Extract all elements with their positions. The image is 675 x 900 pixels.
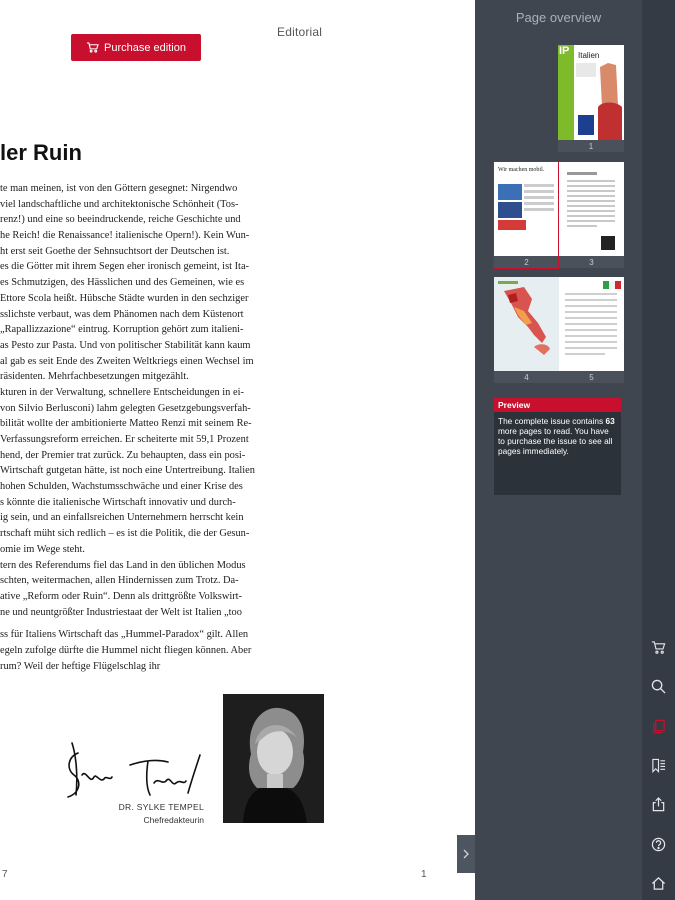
thumbnail-page-5[interactable] — [559, 277, 624, 371]
share-button[interactable] — [642, 791, 675, 817]
reader-toolbar — [642, 0, 675, 900]
article-title: ler Ruin — [0, 140, 82, 165]
share-icon — [651, 797, 666, 812]
help-button[interactable] — [642, 831, 675, 857]
home-icon — [651, 876, 666, 891]
thumbnail-label: 2 — [524, 258, 529, 267]
page-number-right: 1 — [421, 869, 427, 880]
remaining-page-count: 63 — [605, 416, 615, 426]
body-line — [0, 620, 326, 627]
body-line: te man meinen, ist von den Göttern gesegnet: Nirgendwo — [0, 183, 238, 194]
thumbnail-page-2[interactable] — [494, 162, 559, 256]
thumbnail-page-4[interactable] — [494, 277, 559, 371]
cart-button[interactable] — [642, 634, 675, 660]
body-line: ative „Reform oder Ruin“. Denn als drittgrößte Volkswirt- — [0, 590, 243, 602]
bookmarks-button[interactable] — [642, 752, 675, 778]
body-line: hohen Schulden, Wachstumsschwäche und einer Krise des — [0, 481, 243, 493]
body-line: es Schmutzigen, des Hässlichen und des Gemeinen, wie es — [0, 277, 245, 289]
body-line: ig sein, und an einfallsreichen Unternehmern herrscht kein — [0, 512, 244, 524]
thumbnail-page-1[interactable] — [558, 45, 624, 140]
preview-heading: Preview — [494, 398, 621, 412]
collapse-panel-toggle[interactable] — [457, 835, 475, 873]
cover-title: Italien — [578, 51, 600, 60]
spread-headline: Wir machen mobil. — [498, 167, 545, 173]
thumbnail-label: 4 — [524, 373, 529, 382]
article-body — [0, 181, 326, 674]
preview-info-box — [494, 398, 621, 495]
body-line: räsidenten. Mehrfachbesetzungen mitgezählt. — [0, 371, 189, 383]
body-line: bilität wollte der ambitionierte Matteo Renzi mit seinem Re- — [0, 418, 252, 430]
pages-icon — [651, 719, 666, 734]
cart-icon — [86, 42, 99, 53]
cart-icon — [651, 640, 666, 655]
bookmarks-icon — [651, 758, 666, 773]
body-line: ss für Italiens Wirtschaft das „Hummel-Paradox“ gilt. Allen — [0, 629, 249, 641]
body-line: s könnte die italienische Wirtschaft innovativ und durch- — [0, 496, 236, 508]
body-line: kturen in der Verwaltung, schnellere Entscheidungen in ei- — [0, 386, 244, 398]
body-line: Verfassungsreform erreichen. Er scheiterte mit 59,1 Prozent — [0, 434, 249, 445]
body-line: tern des Referendums fiel das Land in den üblichen Modus — [0, 559, 246, 571]
body-line: rum? Weil der heftige Flügelschlag ihr — [0, 660, 161, 672]
page-overview-title: Page overview — [515, 10, 602, 25]
body-line: es die Götter mit ihrem Segen eher ironisch gemeint, ist Ita- — [0, 261, 250, 273]
chevron-right-icon — [462, 848, 470, 860]
body-line: Ettore Scola heißt. Hübsche Städte wurden in den sechziger — [0, 292, 249, 304]
page-number-left: 7 — [2, 869, 8, 880]
body-line: al gab es seit Ende des Zweiten Weltkriegs einen Wechsel im — [0, 355, 254, 367]
body-line: omie im Wege steht. — [0, 543, 85, 555]
help-icon — [651, 837, 666, 852]
body-line: ne und neuntgrößter Industriestaat der Welt ist Italien „too — [0, 606, 242, 618]
body-line: rtschaft müht sich redlich – es ist die Politik, die der Gesun- — [0, 528, 250, 540]
search-icon — [651, 679, 666, 694]
body-line: hend, der Premier trat zurück. Zu behaupten, dass ein posi- — [0, 449, 246, 461]
signature-name: DR. SYLKE TEMPEL — [118, 802, 204, 812]
signature-image — [60, 735, 210, 805]
section-label: Editorial — [277, 25, 323, 39]
purchase-edition-label: Purchase edition — [104, 41, 186, 54]
home-button[interactable] — [642, 870, 675, 896]
author-portrait — [223, 694, 324, 823]
body-line: von Silvio Berlusconi) lahm gelegten Gesetzgebungsverfah- — [0, 402, 251, 414]
body-line: viel landschaftliche und architektonische Schönheit (Tos- — [0, 198, 239, 210]
thumbnail-page-3[interactable] — [559, 162, 624, 256]
body-line: renz!) und eine so beeindruckende, reiche Geschichte und — [0, 214, 241, 226]
body-line: sslichste verbaut, was dem Phänomen nach dem Küstenort — [0, 308, 244, 320]
preview-text: The complete issue contains 63 more pages to read. You have to purchase the issue to see all pages immediately. — [498, 416, 615, 456]
search-button[interactable] — [642, 673, 675, 699]
body-line: schten, weitermachen, allen Hindernissen zum Trotz. Da- — [0, 575, 239, 587]
page-overview-panel — [475, 0, 642, 900]
body-line: Wirtschaft gutgetan hätte, ist noch eine Untertreibung. Italien — [0, 465, 255, 477]
thumbnail-label: 1 — [588, 142, 594, 151]
page-overview-button[interactable] — [642, 713, 675, 739]
body-line: egeln zufolge dürfte die Hummel nicht fliegen können. Aber — [0, 644, 252, 656]
body-line: ht erst seit Goethe der Sehnsuchtsort der Deutschen ist. — [0, 245, 230, 257]
body-line: as Pesto zur Pasta. Und von politischer Stabilität kann kaum — [0, 339, 251, 351]
signature-role: Chefredakteurin — [143, 815, 204, 825]
thumbnail-label: 5 — [589, 373, 594, 382]
body-line: he Reich! die Renaissance! italienische Opern!). Kein Wun- — [0, 230, 250, 242]
thumbnail-label: 3 — [589, 258, 594, 267]
cover-brand: IP — [559, 45, 570, 57]
purchase-edition-button[interactable] — [71, 34, 201, 61]
body-line: „Rapallizzazione“ eintrug. Korruption gehört zum italieni- — [0, 324, 244, 336]
